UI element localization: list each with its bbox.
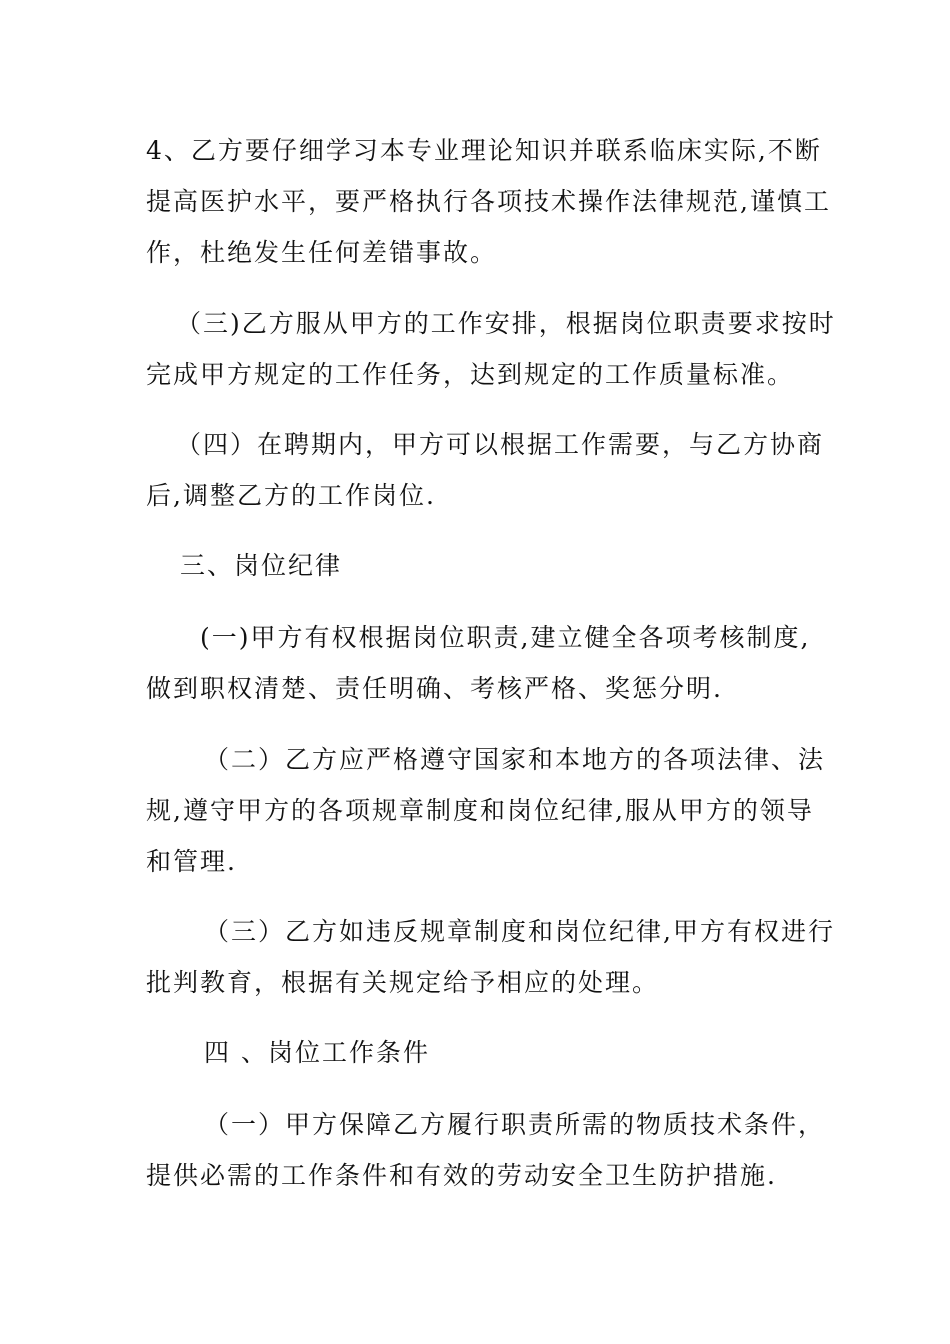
paragraph-clause-si <box>146 419 825 521</box>
section-heading-conditions <box>146 1027 806 1078</box>
section-heading-discipline <box>146 540 806 591</box>
paragraph-discipline-san <box>146 906 835 1008</box>
text-line: （四）在聘期内，甲方可以根据工作需要，与乙方协商 <box>176 430 825 459</box>
text-line: 规,遵守甲方的各项规章制度和岗位纪律,服从甲方的领导 <box>146 796 814 825</box>
text-line: 做到职权清楚、责任明确、考核严格、奖惩分明. <box>146 674 723 703</box>
section-title: 四 、岗位工作条件 <box>204 1038 430 1067</box>
paragraph-discipline-yi <box>146 612 811 714</box>
text-line: 后,调整乙方的工作岗位. <box>146 481 436 510</box>
text-line: 和管理. <box>146 847 237 876</box>
text-line: 作，杜绝发生任何差错事故。 <box>146 238 498 267</box>
text-line: （三）乙方如违反规章制度和岗位纪律,甲方有权进行 <box>204 917 835 946</box>
text-line: 完成甲方规定的工作任务，达到规定的工作质量标准。 <box>146 360 795 389</box>
section-title: 三、岗位纪律 <box>180 551 343 580</box>
text-line: 提高医护水平，要严格执行各项技术操作法律规范,谨慎工 <box>146 187 831 216</box>
text-line: 提供必需的工作条件和有效的劳动安全卫生防护措施. <box>146 1161 777 1190</box>
text-line: 批判教育，根据有关规定给予相应的处理。 <box>146 968 660 997</box>
paragraph-discipline-er <box>146 734 826 887</box>
text-line: （三)乙方服从甲方的工作安排，根据岗位职责要求按时 <box>176 309 836 338</box>
paragraph-clause-4 <box>146 125 831 278</box>
text-line: （一）甲方保障乙方履行职责所需的物质技术条件， <box>204 1110 826 1139</box>
text-line: （二）乙方应严格遵守国家和本地方的各项法律、法 <box>204 745 826 774</box>
paragraph-clause-san <box>146 298 836 400</box>
paragraph-conditions-yi <box>146 1099 826 1201</box>
text-line: (一)甲方有权根据岗位职责,建立健全各项考核制度, <box>200 623 811 652</box>
text-line: 4、乙方要仔细学习本专业理论知识并联系临床实际,不断 <box>146 136 822 165</box>
